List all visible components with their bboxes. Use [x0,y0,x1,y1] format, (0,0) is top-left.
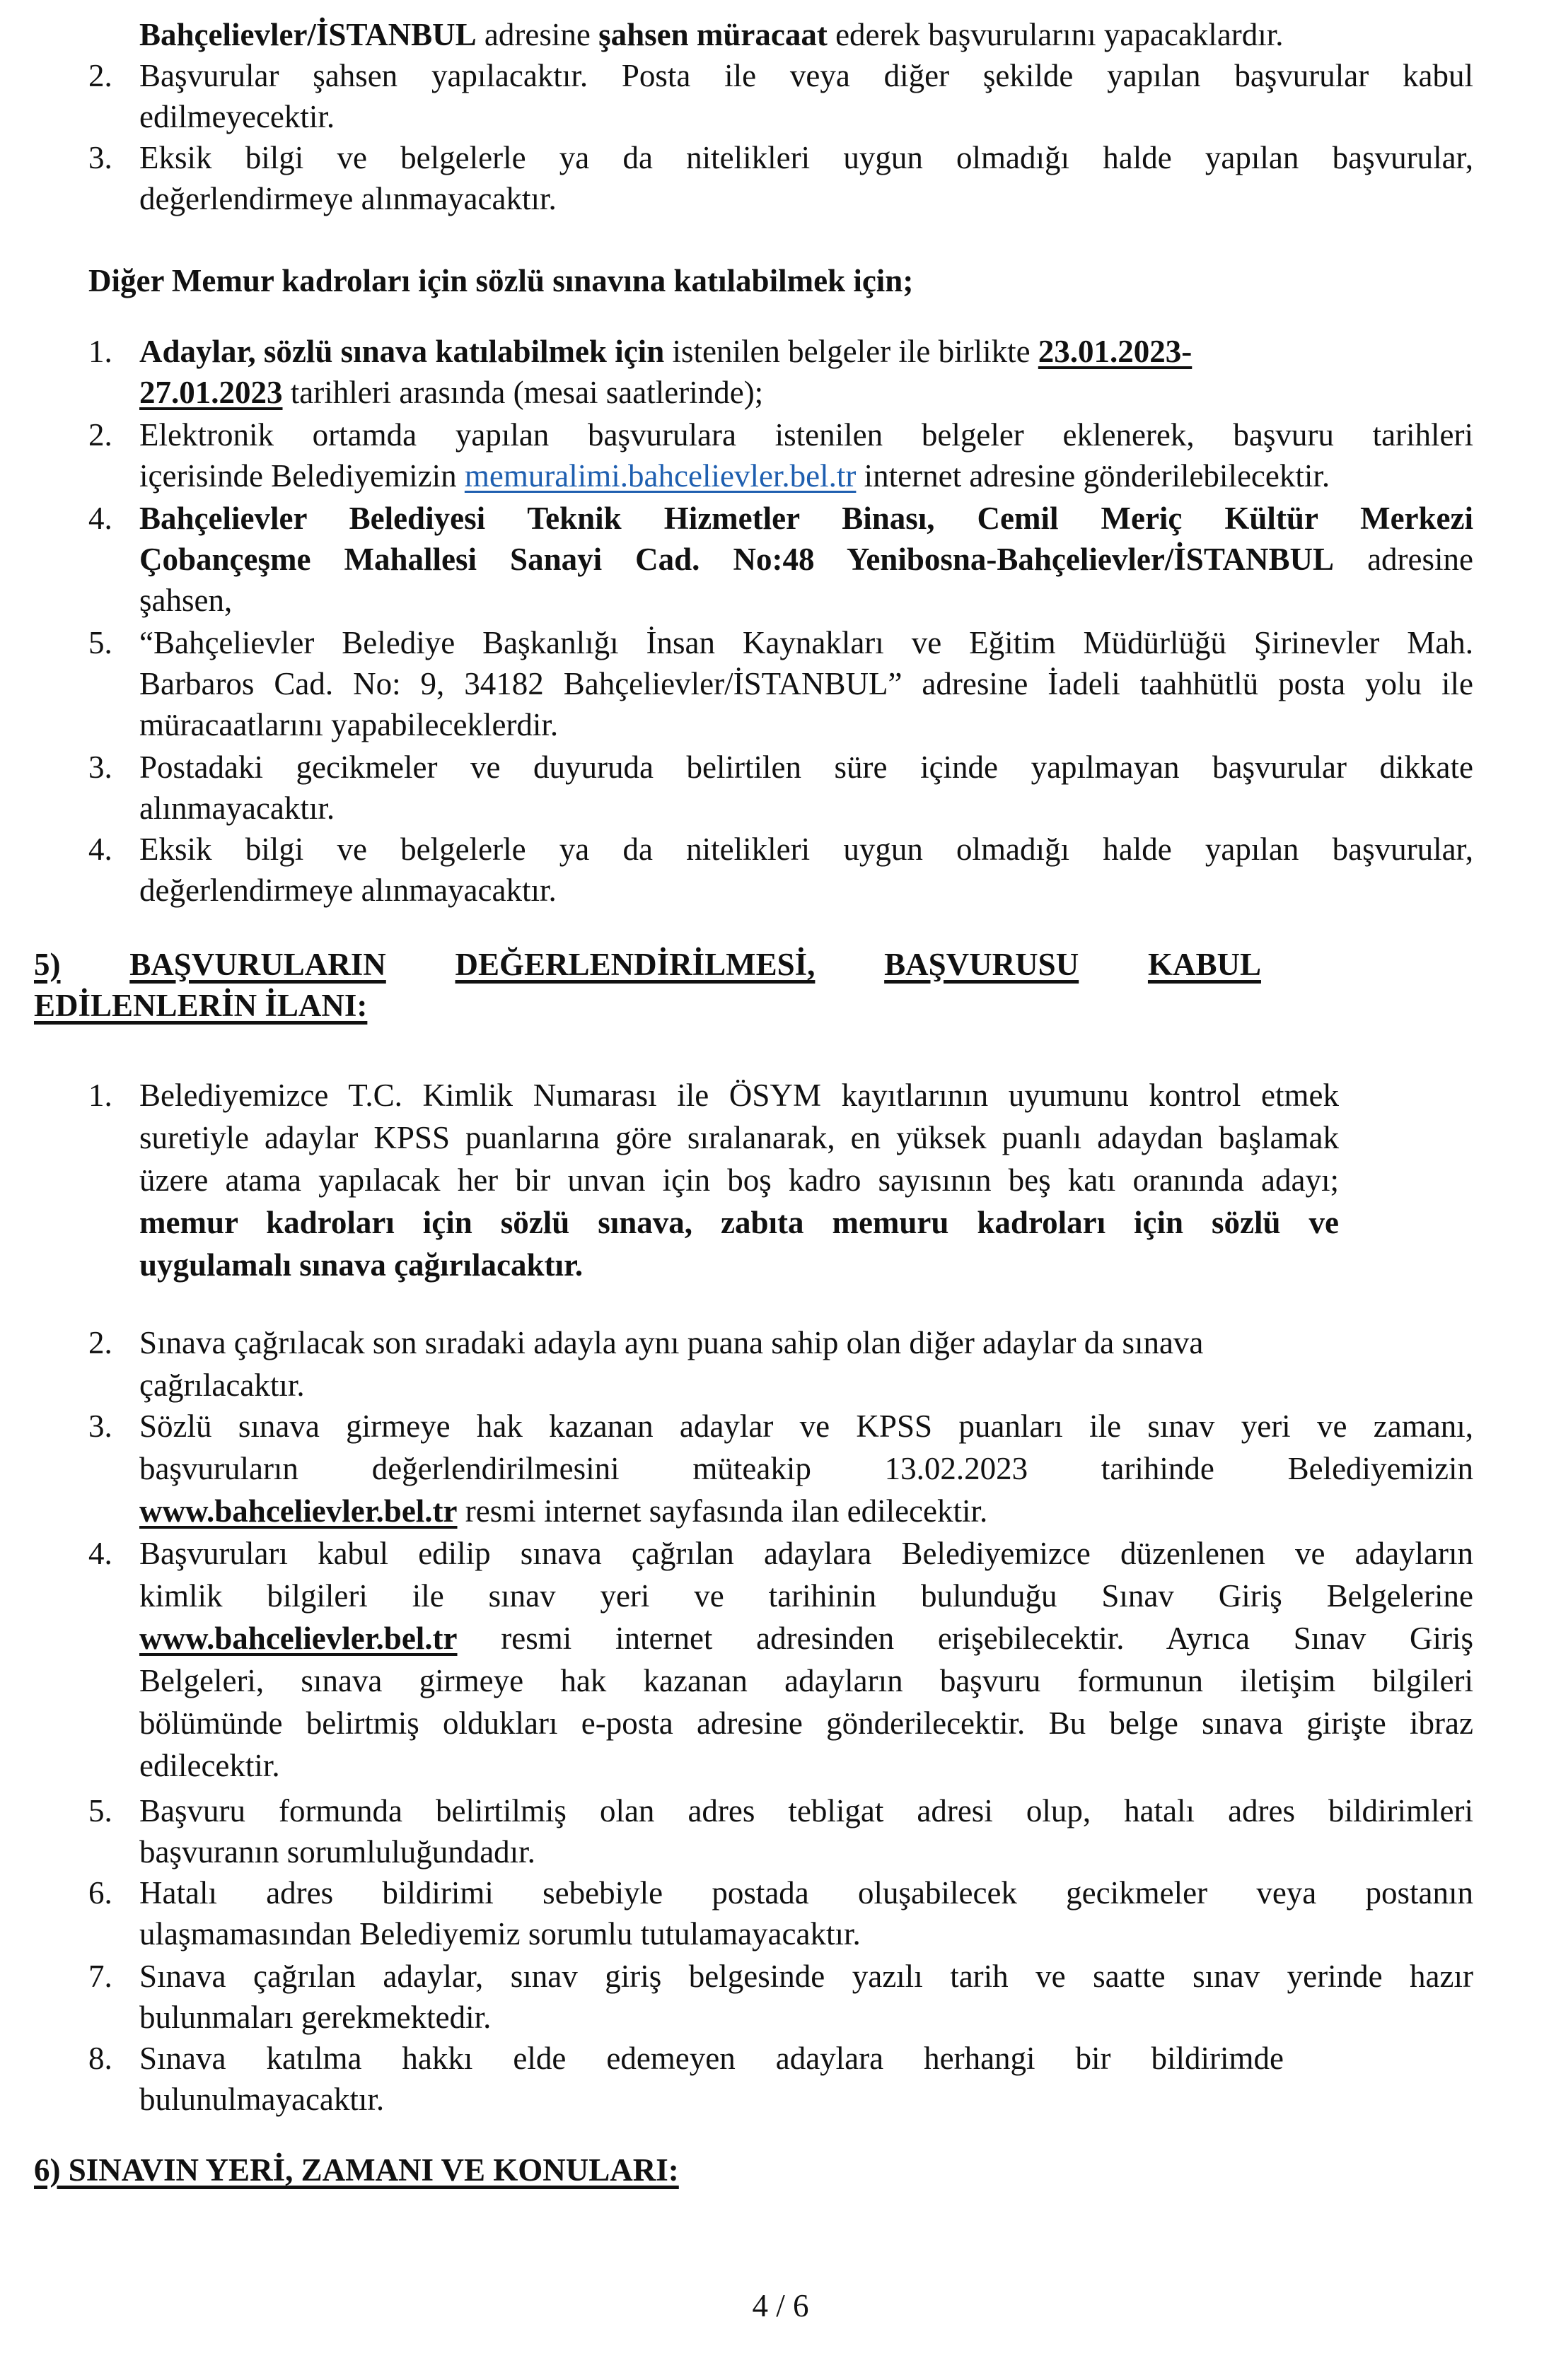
list-number: 4. [88,501,112,536]
list-line: Hatalı adres bildirimi sebebiyle postada oluşabilecek gecikmeler veya postanın [139,1875,1473,1911]
website-link[interactable]: www.bahcelievler.bel.tr [139,1493,458,1529]
heading-word: DEĞERLENDİRİLMESİ, [455,947,816,982]
list-line: bölümünde belirtmiş oldukları e-posta adresine gönderilecektir. Bu belge sınava girişte ibraz [139,1705,1473,1741]
list-line: Sınava çağrılacak son sıradaki adayla aynı puana sahip olan diğer adaylar da sınava [139,1325,1204,1360]
list-line: Sınava çağrılan adaylar, sınav giriş belgesinde yazılı tarih ve saatte sınav yerinde hazır [139,1959,1473,1994]
list-line: edilecektir. [139,1748,280,1783]
list-number: 2. [88,417,112,453]
list-line: Eksik bilgi ve belgelerle ya da nitelikleri uygun olmadığı halde yapılan başvurular, [139,140,1473,175]
list-number: 2. [88,58,112,93]
list-line: “Bahçelievler Belediye Başkanlığı İnsan Kaynakları ve Eğitim Müdürlüğü Şirinevler Mah. [139,625,1473,660]
text-span: tarihleri arasında (mesai saatlerinde); [282,375,764,410]
section-heading-line: EDİLENLERİN İLANI: [34,988,368,1023]
in-person-bold: şahsen müracaat [598,17,828,52]
list-line: Eksik bilgi ve belgelerle ya da nitelikleri uygun olmadığı halde yapılan başvurular, [139,832,1473,867]
list-line: Sınava katılma hakkı elde edemeyen adaylara herhangi bir bildirimde [139,2041,1284,2076]
list-line [139,331,1473,373]
heading-word: KABUL [1147,947,1261,982]
list-number: 5. [88,625,112,660]
website-link[interactable]: www.bahcelievler.bel.tr [139,1621,458,1656]
list-line: edilmeyecektir. [139,99,335,134]
address-bold: Çobançeşme Mahallesi Sanayi Cad. No:48 Yenibosna-Bahçelievler/İSTANBUL [139,542,1335,577]
list-line: bulunmaları gerekmektedir. [139,2000,492,2035]
list-line: memur kadroları için sözlü sınava, zabıta memuru kadroları için sözlü ve [139,1205,1339,1240]
list-line: üzere atama yapılacak her bir unvan için boş kadro sayısının beş katı oranında adayı; [139,1162,1339,1198]
list-number: 4. [88,832,112,867]
list-line [139,1491,1473,1532]
list-line: Barbaros Cad. No: 9, 34182 Bahçelievler/İSTANBUL” adresine İadeli taahhütlü posta yolu ile [139,666,1473,701]
list-line: ulaşmamasından Belediyemiz sorumlu tutulamayacaktır. [139,1916,861,1952]
date-start: 23.01.2023- [1038,334,1192,369]
list-line: bulunulmayacaktır. [139,2082,385,2117]
list-number: 4. [88,1536,112,1571]
continuation-line [139,14,1473,56]
heading-word: 5) [34,947,61,982]
list-line: alınmayacaktır. [139,791,335,826]
text-span: adresine [476,17,599,52]
heading-word: BAŞVURUSU [884,947,1079,982]
list-line: çağrılacaktır. [139,1367,305,1403]
heading-word: BAŞVURULARIN [129,947,386,982]
page-number: 4 / 6 [752,2288,809,2323]
list-line [139,372,1473,414]
list-number: 1. [88,334,112,369]
list-line: uygulamalı sınava çağırılacaktır. [139,1247,584,1283]
date-end: 27.01.2023 [139,375,283,410]
list-line: Postadaki gecikmeler ve duyuruda belirtilen süre içinde yapılmayan başvurular dikkate [139,749,1473,785]
list-number: 8. [88,2041,112,2076]
text-span: resmi internet sayfasında ilan edilecektir. [457,1493,988,1529]
list-line [139,539,1473,581]
list-line: değerlendirmeye alınmayacaktır. [139,181,557,216]
list-line: Elektronik ortamda yapılan başvurulara istenilen belgeler eklenerek, başvuru tarihleri [139,417,1473,453]
list-line [139,455,1473,497]
text-span: adresine [1334,542,1473,577]
list-number: 2. [88,1325,112,1360]
bold-text: Adaylar, sözlü sınava katılabilmek için [139,334,665,369]
subsection-heading: Diğer Memur kadroları için sözlü sınavına katılabilmek için; [88,263,914,298]
list-number: 6. [88,1875,112,1911]
list-number: 7. [88,1959,112,1994]
list-line: Belediyemizce T.C. Kimlik Numarası ile ÖSYM kayıtlarının uyumunu kontrol etmek [139,1078,1339,1113]
list-number: 5. [88,1793,112,1828]
text-span: istenilen belgeler ile birlikte [664,334,1038,369]
list-line: Başvurular şahsen yapılacaktır. Posta ile veya diğer şekilde yapılan başvurular kabul [139,58,1473,93]
list-line: Sözlü sınava girmeye hak kazanan adaylar ve KPSS puanları ile sınav yeri ve zamanı, [139,1408,1473,1444]
list-line: Belgeleri, sınava girmeye hak kazanan adayların başvuru formunun iletişim bilgileri [139,1663,1473,1698]
list-line: değerlendirmeye alınmayacaktır. [139,873,557,908]
list-line: müracaatlarını yapabileceklerdir. [139,707,559,742]
list-line: başvuruların değerlendirilmesini müteakip 13.02.2023 tarihinde Belediyemizin [139,1451,1473,1486]
list-line: Başvuruları kabul edilip sınava çağrılan adaylara Belediyemizce düzenlenen ve adayların [139,1536,1473,1571]
list-number: 3. [88,749,112,785]
section-heading-6: 6) SINAVIN YERİ, ZAMANI VE KONULARI: [34,2152,679,2188]
text-span: ederek başvurularını yapacaklardır. [827,17,1284,52]
list-line: Bahçelievler Belediyesi Teknik Hizmetler Binası, Cemil Meriç Kültür Merkezi [139,501,1473,536]
text-span: internet adresine gönderilebilecektir. [856,458,1330,494]
address-bold: Bahçelievler/İSTANBUL [139,17,477,52]
application-portal-link[interactable]: memuralimi.bahcelievler.bel.tr [464,458,857,494]
text-span: resmi internet adresinden erişebilecektir. Ayrıca Sınav Giriş [457,1621,1473,1656]
list-line: suretiyle adaylar KPSS puanlarına göre sıralanarak, en yüksek puanlı adaydan başlamak [139,1120,1339,1155]
list-line: kimlik bilgileri ile sınav yeri ve tarihinin bulunduğu Sınav Giriş Belgelerine [139,1578,1473,1614]
list-line: başvuranın sorumluluğundadır. [139,1834,535,1869]
section-heading-line [34,944,1261,986]
list-line: şahsen, [139,583,233,618]
list-number: 3. [88,140,112,175]
text-span: içerisinde Belediyemizin [139,458,465,494]
list-number: 1. [88,1078,112,1113]
list-number: 3. [88,1408,112,1444]
list-line [139,1618,1473,1659]
list-line: Başvuru formunda belirtilmiş olan adres tebligat adresi olup, hatalı adres bildirimleri [139,1793,1473,1828]
